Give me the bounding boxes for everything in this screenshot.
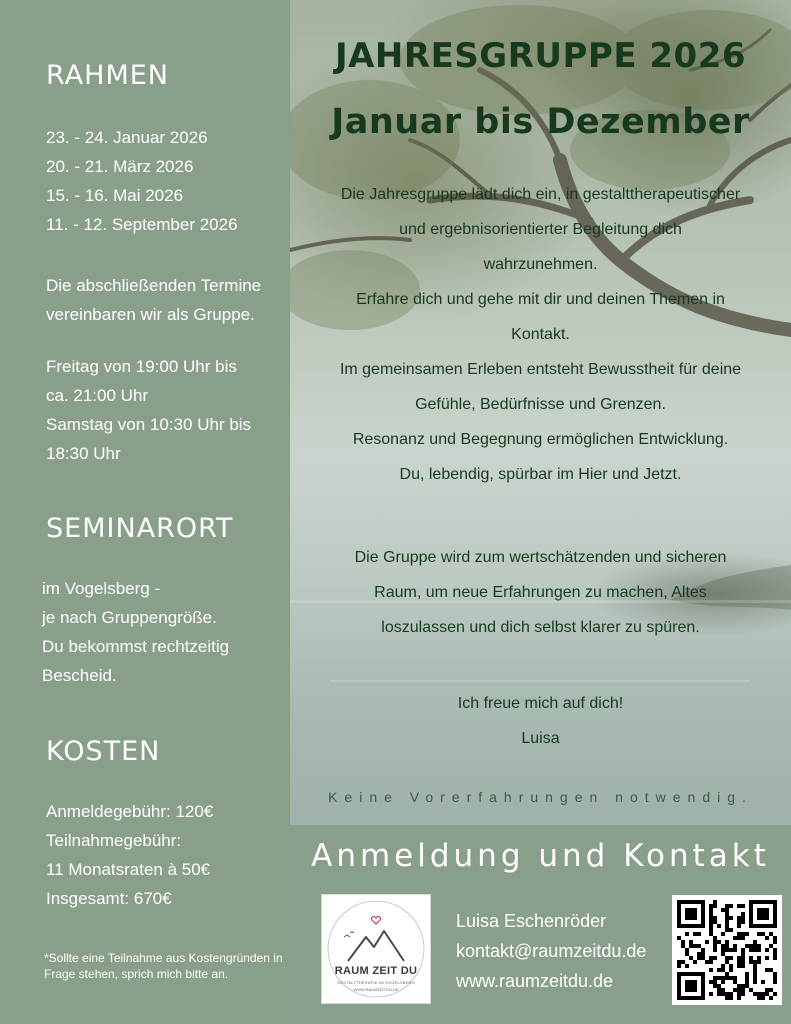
time-line: Freitag von 19:00 Uhr bis [46, 357, 237, 376]
qr-code-icon[interactable] [672, 895, 782, 1005]
qr-code-graphic [672, 895, 782, 1005]
kosten-line: Anmeldegebühr: 120€ [46, 802, 214, 821]
date-line: 20. - 21. März 2026 [46, 157, 194, 176]
kosten-title: KOSTEN [46, 736, 161, 767]
group-line: loszulassen und dich selbst klarer zu spüren. [381, 619, 700, 636]
kosten-lines [46, 797, 213, 913]
date-line: 11. - 12. September 2026 [46, 215, 238, 234]
logo [321, 894, 431, 1004]
intro-line: Die Jahresgruppe lädt dich ein, in gestalttherapeutischer [340, 186, 741, 203]
rahmen-note [46, 271, 261, 329]
time-line: 18:30 Uhr [46, 444, 121, 463]
kosten-line: Insgesamt: 670€ [46, 889, 172, 908]
group-line: Die Gruppe wird zum wertschätzenden und sicheren [354, 549, 727, 566]
rahmen-times [46, 352, 251, 468]
intro-line: wahrzunehmen. [483, 256, 598, 273]
intro-line: Resonanz und Begegnung ermöglichen Entwicklung. [352, 431, 729, 448]
seminarort-lines [42, 574, 229, 690]
kosten-footnote: *Sollte eine Teilnahme aus Kostengründen in Frage stehen, sprich mich bitte an. [44, 951, 283, 981]
closing-line: Ich freue mich auf dich! [457, 695, 624, 712]
group-text [308, 540, 773, 645]
kosten-line: 11 Monatsraten à 50€ [46, 860, 211, 879]
rahmen-dates [46, 123, 238, 239]
kosten-line: Teilnahmegebühr: [46, 831, 182, 850]
seminarort-title: SEMINARORT [46, 513, 234, 544]
intro-line: Erfahre dich und gehe mit dir und deinen Themen in [356, 291, 725, 308]
contact-name: Luisa Eschenröder [456, 911, 607, 931]
intro-line: Im gemeinsamen Erleben entsteht Bewusstheit für deine [339, 361, 742, 378]
logo-name: RAUM ZEIT DU [334, 965, 418, 977]
note-line: Die abschließenden Termine [46, 276, 262, 295]
intro-line: Gefühle, Bedürfnisse und Grenzen. [415, 396, 666, 413]
logo-subtitle: GESTALTTHERAPIE IM VOGELSBERG [337, 980, 415, 985]
signature-name: Luisa [521, 730, 560, 747]
group-line: Raum, um neue Erfahrungen zu machen, Altes [374, 584, 707, 601]
time-line: ca. 21:00 Uhr [46, 386, 149, 405]
intro-line: Du, lebendig, spürbar im Hier und Jetzt. [399, 466, 682, 483]
note-line: vereinbaren wir als Gruppe. [46, 305, 255, 324]
contact-email[interactable]: kontakt@raumzeitdu.de [456, 941, 647, 961]
time-line: Samstag von 10:30 Uhr bis [46, 415, 252, 434]
logo-url: WWW.RAUMZEITDU.DE [353, 987, 399, 992]
seminarort-line: Du bekommst rechtzeitig [42, 637, 230, 656]
headline-title: JAHRESGRUPPE 2026 [334, 36, 747, 76]
intro-text [308, 177, 773, 492]
rahmen-title: RAHMEN [46, 60, 169, 91]
seminarort-line: Bescheid. [42, 666, 117, 685]
hero-photo-panel [290, 0, 791, 825]
contact-title: Anmeldung und Kontakt [311, 838, 770, 874]
intro-line: Kontakt. [511, 326, 570, 343]
intro-line: und ergebnisorientierter Begleitung dich [399, 221, 682, 238]
closing-text [308, 686, 773, 756]
contact-details [456, 906, 646, 996]
contact-website[interactable]: www.raumzeitdu.de [456, 971, 614, 991]
date-line: 15. - 16. Mai 2026 [46, 186, 184, 205]
date-line: 23. - 24. Januar 2026 [46, 128, 208, 147]
tagline: Keine Vorerfahrungen notwendig. [328, 789, 753, 805]
seminarort-line: im Vogelsberg - [42, 579, 161, 598]
seminarort-line: je nach Gruppengröße. [42, 608, 217, 627]
info-sidebar [0, 0, 290, 1024]
headline-subtitle: Januar bis Dezember [331, 102, 750, 142]
